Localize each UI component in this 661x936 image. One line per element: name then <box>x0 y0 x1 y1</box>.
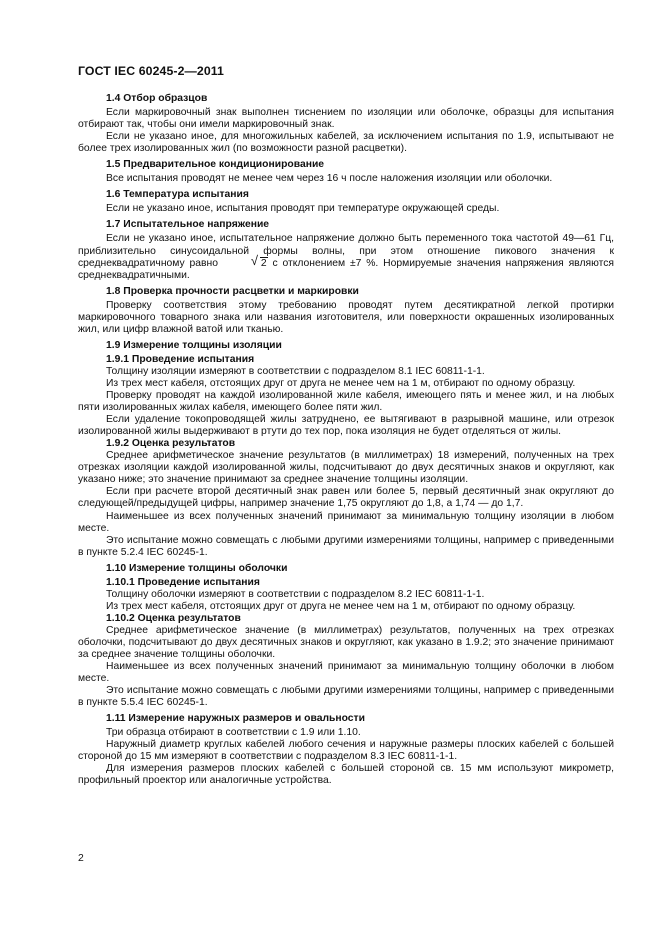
subsection-heading: 1.10.1 Проведение испытания <box>106 576 260 588</box>
section-heading: 1.4 Отбор образцов <box>106 93 208 104</box>
paragraph: Это испытание можно совмещать с любыми другими измерениями толщины, например с приведенными в пункте 5.2.4 IEC 60245-1. <box>78 534 614 558</box>
paragraph: Наружный диаметр круглых кабелей любого сечения и наружные размеры плоских кабелей с большей стороной до 15 мм измеряют в соответствии с подразделом 8.3 IEC 60811-1-1. <box>78 739 614 763</box>
paragraph: Если не указано иное, для многожильных кабелей, за исключением испытания по 1.9, испытывают не более трех изолированных жил (по возможности разной расцветки). <box>78 131 614 155</box>
paragraph: Это испытание можно совмещать с любыми другими измерениями толщины, например с приведенными в пункте 5.5.4 IEC 60245-1. <box>78 685 614 709</box>
paragraph: Проверку соответствия этому требованию проводят путем десятикратной легкой протирки маркировочного товарного знака или названия изготовителя, или поверхности окрашенных изолированных жил, или цифр влажной ватой или тканью. <box>78 299 614 335</box>
square-root-symbol: √ 2 <box>250 252 267 269</box>
paragraph: Толщину оболочки измеряют в соответствии с подразделом 8.2 IEC 60811-1-1. <box>106 588 485 600</box>
section-heading: 1.5 Предварительное кондиционирование <box>106 159 325 171</box>
subsection-heading: 1.9.2 Оценка результатов <box>106 438 236 450</box>
paragraph: Три образца отбирают в соответствии с 1.9 или 1.10. <box>106 727 361 739</box>
text-run: с отклонением ±7 %. Нормируемые значения напряжения являются среднеквадратичными. <box>78 257 615 281</box>
paragraph: Толщину изоляции измеряют в соответствии с подразделом 8.1 IEC 60811-1-1. <box>106 365 485 377</box>
section-heading: 1.9 Измерение толщины изоляции <box>106 339 282 351</box>
document-body <box>78 93 614 788</box>
paragraph: Среднее арифметическое значение результатов (в миллиметрах) 18 измерений, полученных на трех отрезках изоляции каждой изолированной жилы, подсчитывают до двух десятичных знаков и округляют, как указано ниже; это значение принимают за среднее значение толщины изоляции. <box>78 450 614 486</box>
paragraph: Если при расчете второй десятичный знак равен или более 5, первый десятичный знак округляют до следующей/предыдущей цифры, например значение 1,75 округляют до 1,8, а 1,74 — до 1,7. <box>78 486 614 510</box>
paragraph-test-voltage <box>78 233 614 281</box>
paragraph: Из трех мест кабеля, отстоящих друг от друга не менее чем на 1 м, отбирают по одному образцу. <box>106 377 576 389</box>
section-heading: 1.6 Температура испытания <box>106 189 249 201</box>
text-run: Если не указано иное, испытательное напряжение должно быть переменного тока частотой 49—61 Гц, приблизительно синусоидальной формы волны, при этом отношение пикового значения к среднеквадратичному равно <box>78 233 614 269</box>
paragraph: Наименьшее из всех полученных значений принимают за минимальную толщину изоляции в любом месте. <box>78 510 614 534</box>
section-heading: 1.10 Измерение толщины оболочки <box>106 562 288 574</box>
section-heading: 1.8 Проверка прочности расцветки и маркировки <box>106 285 359 297</box>
paragraph: Если удаление токопроводящей жилы затруднено, ее вытягивают в разрывной машине, или отрезок изолированной жилы выдерживают в ртути до тех пор, пока изоляция не будет отделяться от жилы. <box>78 414 614 438</box>
paragraph: Из трех мест кабеля, отстоящих друг от друга не менее чем на 1 м, отбирают по одному образцу. <box>106 600 576 612</box>
paragraph: Если не указано иное, испытания проводят при температуре окружающей среды. <box>106 203 500 215</box>
section-heading: 1.11 Измерение наружных размеров и овальности <box>106 713 365 725</box>
subsection-heading: 1.10.2 Оценка результатов <box>106 612 241 624</box>
paragraph: Для измерения размеров плоских кабелей с большей стороной св. 15 мм используют микрометр, профильный проектор или аналогичные устройства. <box>78 763 614 787</box>
document-header: ГОСТ IEC 60245-2—2011 <box>78 64 224 78</box>
paragraph: Если маркировочный знак выполнен тиснением по изоляции или оболочке, образцы для испытания отбирают так, чтобы они имели маркировочный знак. <box>78 107 614 131</box>
paragraph: Все испытания проводят не менее чем через 16 ч после наложения изоляции или оболочки. <box>106 173 553 185</box>
paragraph: Наименьшее из всех полученных значений принимают за минимальную толщину оболочки в любом месте. <box>78 661 614 685</box>
paragraph: Проверку проводят на каждой изолированной жиле кабеля, имеющего пять и менее жил, и на любых пяти изолированных жилах кабеля, имеющего более пяти жил. <box>78 390 614 414</box>
section-heading: 1.7 Испытательное напряжение <box>106 219 270 231</box>
page-number: 2 <box>78 853 84 864</box>
square-root-value: 2 <box>260 257 267 269</box>
paragraph: Среднее арифметическое значение (в миллиметрах) результатов, полученных на трех отрезках оболочки, подсчитывают до двух десятичных знаков и округляют, как указано в 1.9.2; это значение принимают за среднее значение толщины оболочки. <box>78 624 614 661</box>
subsection-heading: 1.9.1 Проведение испытания <box>106 353 255 365</box>
